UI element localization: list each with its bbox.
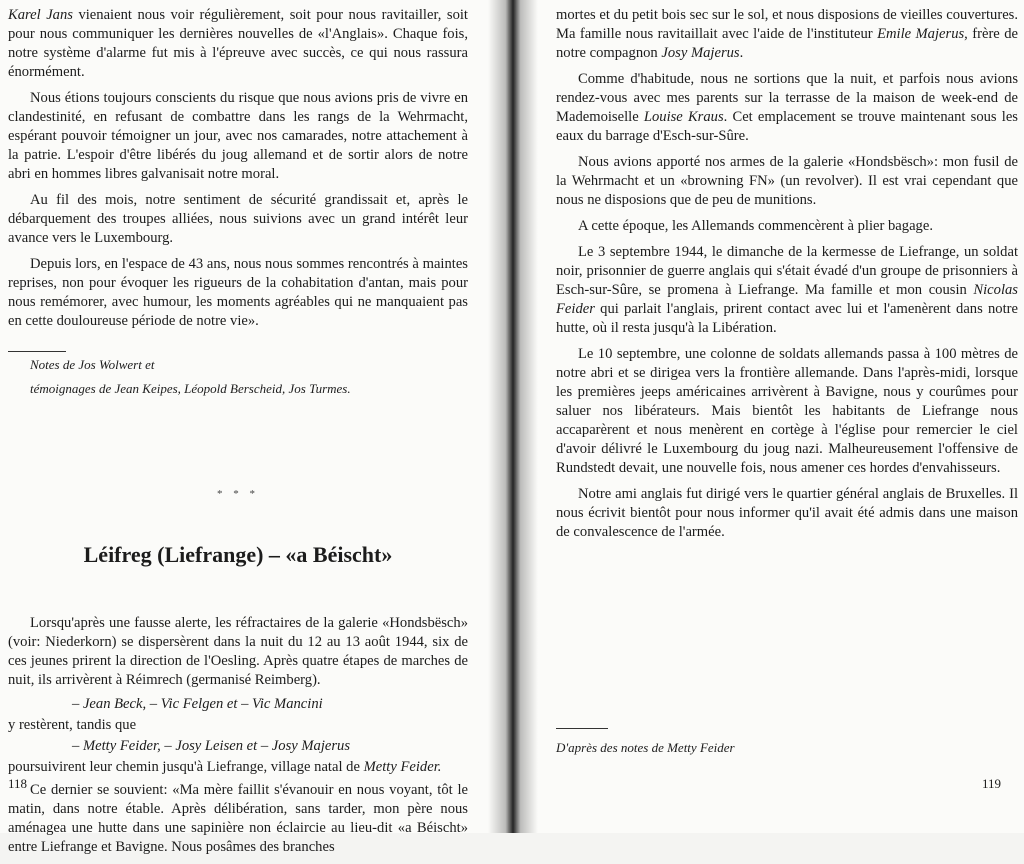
- paragraph-text: , frère de notre compagnon: [556, 26, 1018, 61]
- paragraph-text: qui parlait l'anglais, prirent contact avec lui et l'amenèrent dans notre hutte, où il resta jusqu'à la Libération.: [556, 301, 1018, 336]
- paragraph: [8, 6, 468, 82]
- paragraph-text: vienaient nous voir régulièrement, soit pour nous ravitailler, soit pour nous communiquer les dernières nouvelles de «l'Anglais». Chaque fois, notre système d'alarme fut mis à l'épreuve avec succès, ce qui nous rassura énormément.: [8, 7, 468, 80]
- paragraph: Nous étions toujours conscients du risque que nous avions pris de vivre en clandestinité, en refusant de combattre dans les rangs de la Wehrmacht, espérant pouvoir témoigner un jour, avec nos camarades, notre attachement à la patrie. L'espoir d'être libérés du joug allemand et de sortir alors de notre abri en hommes libres galvanisait notre moral.: [8, 90, 468, 182]
- paragraph: Le 10 septembre, une colonne de soldats allemands passa à 100 mètres de notre abri et se dirigea vers la frontière allemande. Dans l'après-midi, lorsque les premières jeeps américaines arrivèrent à Bavigne, nous y courûmes pour saluer nos libérateurs. Mais bientôt les habitants de Liefrange nous accaparèrent et nous menèrent en cortège à l'église pour remercier le ciel d'avoir délivré le Luxembourg du joug nazi. Malheureusement l'offensive de Rundstedt devait, une nouvelle fois, nous amener ces hordes d'envahisseurs.: [556, 346, 1018, 476]
- source-rule: [556, 728, 608, 729]
- name-louise-kraus: Louise Kraus: [643, 109, 724, 125]
- paragraph: [556, 70, 1018, 146]
- paragraph: [556, 243, 1018, 338]
- names-text: – Metty Feider, – Josy Leisen et – Josy Majerus: [72, 738, 351, 754]
- name-nicolas-feider: Nicolas Feider: [556, 282, 1018, 317]
- names-text: – Jean Beck, – Vic Felgen et – Vic Mancini: [72, 696, 323, 712]
- paragraph: Lorsqu'après une fausse alerte, les réfractaires de la galerie «Hondsbësch» (voir: Niederkorn) se dispersèrent dans la nuit du 12 au 13 août 1944, six de ces jeunes prirent la direction de l'Oesling. Après quatre étapes de marches de nuit, ils arrivèrent à Réimrech (germanisé Reimberg).: [8, 615, 468, 688]
- paragraph-text: Le 3 septembre 1944, le dimanche de la kermesse de Liefrange, un soldat noir, prisonnier de guerre anglais qui s'était évadé d'un groupe de prisonniers à Esch-sur-Sûre, se promena à Liefrange. Ma famille et mon cousin: [556, 244, 1018, 298]
- names-line: [8, 695, 468, 714]
- paragraph: [8, 758, 468, 777]
- names-line: [8, 737, 468, 756]
- name-metty-feider: Metty Feider.: [363, 759, 442, 775]
- section-separator: * * *: [217, 488, 259, 500]
- name-karel-jans: Karel Jans: [8, 7, 73, 23]
- paragraph: Notre ami anglais fut dirigé vers le quartier général anglais de Bruxelles. Il nous écrivit bientôt pour nous informer qu'il avait été admis dans une maison de convalescence de l'armée.: [556, 486, 1018, 540]
- paragraph: Depuis lors, en l'espace de 43 ans, nous nous sommes rencontrés à maintes reprises, non pour évoquer les rigueurs de la cohabitation d'antan, mais pour nous remémorer, avec humour, les moments agréables qui ne manquaient pas en cette douloureuse période de notre vie».: [8, 256, 468, 329]
- notes-line-2: témoignages de Jean Keipes, Léopold Berscheid, Jos Turmes.: [30, 381, 351, 396]
- right-page-text: [556, 6, 1018, 549]
- paragraph: Ce dernier se souvient: «Ma mère faillit s'évanouir en nous voyant, tôt le matin, dans notre étable. Après délibération, sans tarder, mon père nous aménagea une hutte dans une sapinière non éclaircie au lieu-dit «a Béischt» entre Liefrange et Bavigne. Nous posâmes des branches: [8, 782, 468, 855]
- notes-rule: [8, 351, 66, 352]
- paragraph-text: poursuivirent leur chemin jusqu'à Liefrange, village natal de: [8, 759, 360, 775]
- paragraph-text: mortes et du petit bois sec sur le sol, et nous disposions de vieilles couvertures. Ma famille nous ravitaillait avec l'aide de l'instituteur: [556, 7, 1018, 42]
- name-emile-majerus: Emile Majerus: [877, 26, 965, 42]
- name-josy-majerus: Josy Majerus: [661, 45, 740, 61]
- paragraph: y restèrent, tandis que: [8, 717, 137, 733]
- paragraph-text: .: [739, 45, 744, 61]
- paragraph-text: Comme d'habitude, nous ne sortions que la nuit, et parfois nous avions rendez-vous avec mes parents sur la terrasse de la maison de week-end de Mademoiselle: [556, 71, 1018, 125]
- paragraph-text: . Cet emplacement se trouve maintenant sous les eaux du barrage d'Esch-sur-Sûre.: [556, 109, 1018, 144]
- notes-line-1: Notes de Jos Wolwert et: [30, 357, 155, 372]
- paragraph: [556, 6, 1018, 63]
- page-number-right: 119: [982, 776, 1002, 791]
- paragraph: Au fil des mois, notre sentiment de sécurité grandissait et, après le débarquement des troupes alliées, nous suivions avec un grand intérêt leur avance vers le Luxembourg.: [8, 192, 468, 246]
- paragraph: A cette époque, les Allemands commencèrent à plier bagage.: [578, 218, 933, 234]
- paragraph: Nous avions apporté nos armes de la galerie «Hondsbësch»: mon fusil de la Wehrmacht et un «browning FN» (un revolver). Il est vrai cependant que nous ne disposions que de peu de munitions.: [556, 154, 1018, 208]
- source-note: D'après des notes de Metty Feider: [556, 740, 735, 755]
- page-number-left: 118: [8, 776, 28, 791]
- book-gutter: [488, 0, 538, 833]
- section-heading: Léifreg (Liefrange) – «a Béischt»: [83, 542, 393, 567]
- left-page-text: [8, 6, 468, 864]
